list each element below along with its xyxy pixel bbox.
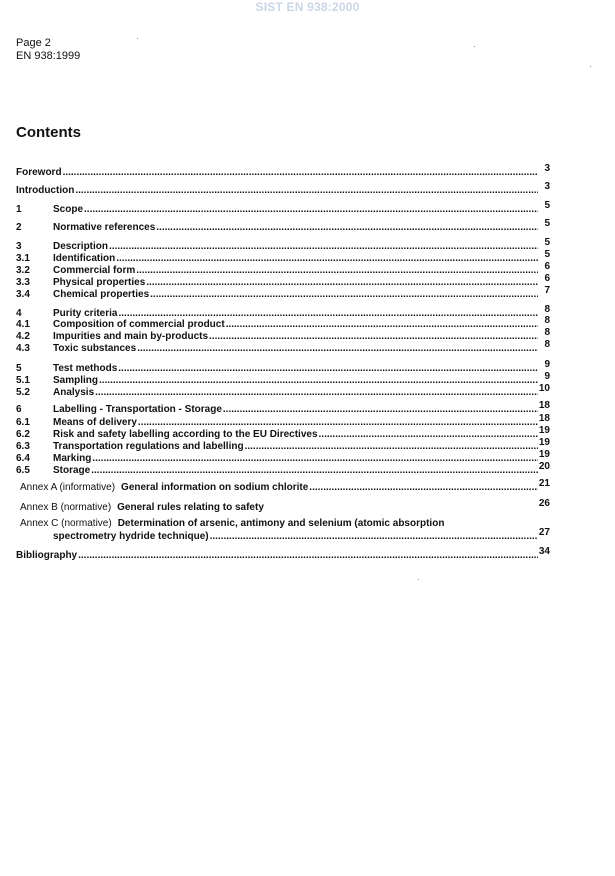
toc-row-scope[interactable]	[16, 200, 550, 216]
toc-leader	[84, 203, 538, 216]
toc-title: spectrometry hydride technique)	[53, 531, 209, 542]
toc-title: Labelling - Transportation - Storage	[53, 404, 222, 415]
toc-page: 6	[544, 273, 550, 284]
toc-page: 10	[538, 383, 550, 394]
toc-page: 5	[544, 200, 550, 211]
toc-row-annex-c[interactable]	[16, 517, 550, 530]
toc-leader	[223, 403, 538, 416]
annex-prefix: Annex A (informative)	[20, 482, 116, 493]
toc-page: 18	[538, 413, 550, 424]
toc-page: 7	[544, 285, 550, 296]
toc-number: 4	[16, 308, 22, 319]
toc-page: 3	[544, 181, 550, 192]
toc-title: Storage	[53, 465, 91, 476]
toc-title: General information on sodium chlorite	[121, 482, 309, 493]
toc-leader	[156, 221, 538, 234]
toc-row-annex-c-continued[interactable]	[16, 527, 550, 543]
toc-title: Means of delivery	[53, 417, 137, 428]
toc-row-analysis[interactable]	[16, 383, 550, 399]
scan-speck	[418, 579, 419, 580]
toc-leader	[63, 166, 538, 179]
toc-number: 3	[16, 241, 22, 252]
toc-number: 3.2	[16, 265, 30, 276]
toc-leader	[150, 288, 538, 301]
toc-title: Scope	[53, 204, 84, 215]
toc-title: Toxic substances	[53, 343, 137, 354]
toc-leader	[309, 481, 538, 494]
watermark: SIST EN 938:2000	[255, 0, 360, 14]
toc-number: 1	[16, 204, 22, 215]
toc-title: Introduction	[16, 185, 75, 196]
toc-title: General rules relating to safety	[117, 502, 264, 513]
toc-page: 19	[538, 425, 550, 436]
toc-number: 4.2	[16, 331, 30, 342]
toc-page: 21	[538, 478, 550, 489]
toc-row-normative-references[interactable]	[16, 218, 550, 234]
toc-title: Identification	[53, 253, 116, 264]
toc-title: Physical properties	[53, 277, 146, 288]
toc-row-bibliography[interactable]	[16, 546, 550, 562]
scan-speck	[590, 66, 591, 67]
toc-title: Commercial form	[53, 265, 136, 276]
toc-page: 8	[544, 304, 550, 315]
toc-title: Purity criteria	[53, 308, 118, 319]
toc-row-storage[interactable]	[16, 461, 550, 477]
toc-page: 5	[544, 237, 550, 248]
toc-title: Foreword	[16, 167, 62, 178]
toc-page: 5	[544, 218, 550, 229]
toc-page: 8	[544, 327, 550, 338]
toc-number: 6	[16, 404, 22, 415]
contents-title: Contents	[16, 124, 81, 141]
toc-page: 8	[544, 315, 550, 326]
toc-row-annex-a[interactable]	[16, 478, 550, 494]
toc-title: Normative references	[53, 222, 156, 233]
toc-page: 8	[544, 339, 550, 350]
toc-number: 6.1	[16, 417, 30, 428]
toc-title: Sampling	[53, 375, 99, 386]
toc-page: 34	[538, 546, 550, 557]
toc-page: 6	[544, 261, 550, 272]
toc-page: 5	[544, 249, 550, 260]
toc-row-foreword[interactable]	[16, 163, 550, 179]
toc-title: Determination of arsenic, antimony and selenium (atomic absorption	[117, 518, 445, 529]
toc-page: 27	[538, 527, 550, 538]
toc-number: 6.2	[16, 429, 30, 440]
annex-prefix: Annex B (normative)	[20, 502, 112, 513]
toc-number: 4.1	[16, 319, 30, 330]
toc-number: 3.1	[16, 253, 30, 264]
toc-leader	[78, 549, 538, 562]
toc-page: 20	[538, 461, 550, 472]
toc-page: 26	[538, 498, 550, 509]
toc-page: 3	[544, 163, 550, 174]
toc-number: 5.1	[16, 375, 30, 386]
toc-page: 9	[544, 359, 550, 370]
toc-row-introduction[interactable]	[16, 181, 550, 197]
toc-page: 19	[538, 437, 550, 448]
toc-leader	[210, 530, 538, 543]
toc-page: 19	[538, 449, 550, 460]
toc-number: 5	[16, 363, 22, 374]
toc-row-toxic-substances[interactable]	[16, 339, 550, 355]
scan-speck	[137, 38, 138, 39]
toc-title: Chemical properties	[53, 289, 150, 300]
toc-row-chemical-properties[interactable]	[16, 285, 550, 301]
toc-number: 5.2	[16, 387, 30, 398]
toc-row-annex-b[interactable]	[16, 498, 550, 514]
toc-number: 3.4	[16, 289, 30, 300]
toc-title: Transportation regulations and labelling	[53, 441, 244, 452]
toc-row-labelling[interactable]	[16, 400, 550, 416]
toc-title: Marking	[53, 453, 92, 464]
annex-prefix: Annex C (normative)	[20, 518, 112, 529]
toc-number: 6.5	[16, 465, 30, 476]
toc-leader	[75, 184, 538, 197]
toc-title: Analysis	[53, 387, 95, 398]
toc-number: 6.3	[16, 441, 30, 452]
toc-number: 3.3	[16, 277, 30, 288]
toc-title: Description	[53, 241, 109, 252]
toc-number: 4.3	[16, 343, 30, 354]
toc-number: 2	[16, 222, 22, 233]
toc-leader	[91, 464, 538, 477]
toc-page: 18	[538, 400, 550, 411]
toc-title: Bibliography	[16, 550, 78, 561]
toc-page: 9	[544, 371, 550, 382]
page-number: Page 2	[16, 37, 51, 49]
toc-title: Impurities and main by-products	[53, 331, 209, 342]
scan-speck	[474, 46, 475, 47]
toc-title: Composition of commercial product	[53, 319, 225, 330]
toc-title: Risk and safety labelling according to the EU Directives	[53, 429, 318, 440]
toc-title: Test methods	[53, 363, 118, 374]
toc-leader	[137, 342, 538, 355]
document-code: EN 938:1999	[16, 50, 81, 62]
toc-number: 6.4	[16, 453, 30, 464]
toc-leader	[95, 386, 538, 399]
